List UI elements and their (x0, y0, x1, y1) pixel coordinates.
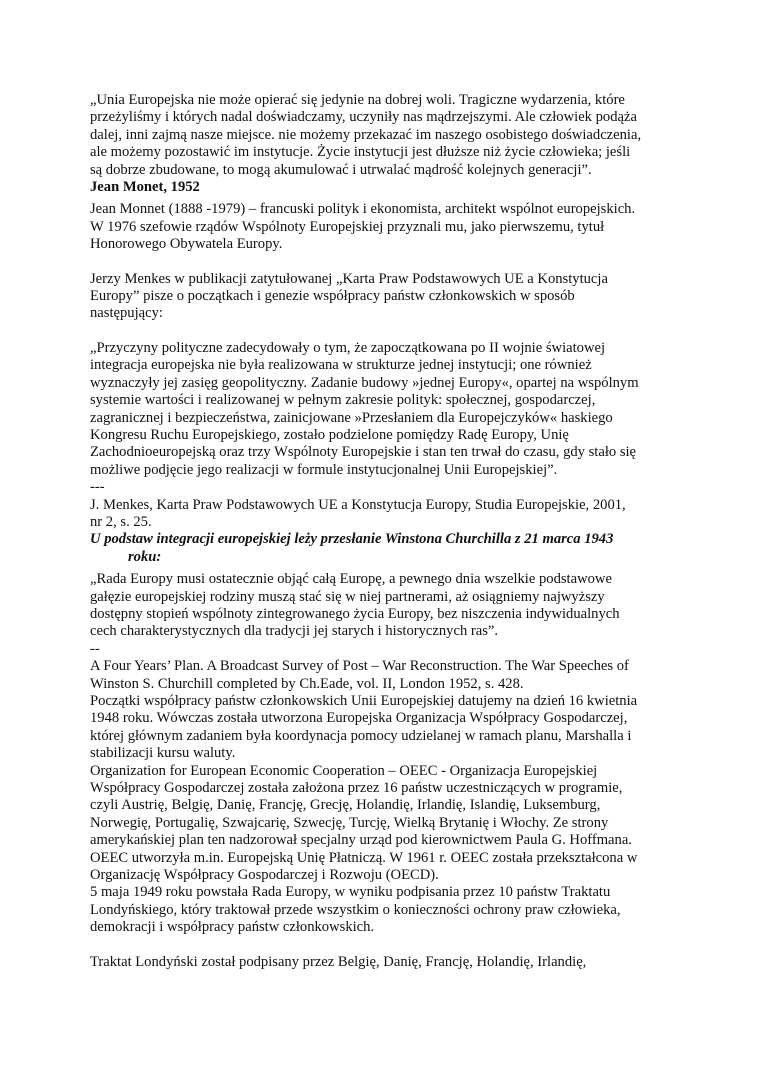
separator-2: -- (90, 640, 100, 657)
menkes-introduction: Jerzy Menkes w publikacji zatytułowanej „Karta Praw Podstawowych UE a Konstytucja Europy” pisze o początkach i genezie współpracy państw członkowskich w sposób następujący: (90, 270, 608, 322)
london-treaty-paragraph: Traktat Londyński został podpisany przez Belgię, Danię, Francję, Holandię, Irlandię, (90, 953, 587, 970)
monnet-quote: „Unia Europejska nie może opierać się jedynie na dobrej woli. Tragiczne wydarzenia, które przeżyliśmy i których nadal doświadczamy, uczyniły nas mądrzejszymi. Ale człowiek podąża dalej, inni zajmą nasze miejsce. nie możemy przekazać im naszego osobistego doświadczenia, ale możemy pozostawić im instytucje. Życie instytucji jest dłuższe niż życie człowieka; jeśli są dobrze zbudowane, to mogą akumulować i utrwalać mądrość kolejnych generacji”. (90, 92, 642, 178)
document-page (90, 92, 670, 971)
menkes-reference: J. Menkes, Karta Praw Podstawowych UE a Konstytucja Europy, Studia Europejskie, 2001, nr 2, s. 25. (90, 496, 626, 530)
churchill-heading: U podstaw integracji europejskiej leży przesłanie Winstona Churchilla z 21 marca 1943 roku: (90, 531, 614, 565)
oeec-detail-paragraph: Organization for European Economic Cooperation – OEEC - Organizacja Europejskiej Współpracy Gospodarczej została założona przez 16 państw uczestniczących w programie, czyli Austrię, Belgię, Danię, Francję, Grecję, Holandię, Irlandię, Islandię, Luksemburg, Norwegię, Portugalię, Szwajcarię, Szwecję, Turcję, Wielką Brytanię i Włochy. Ze strony amerykańskiej plan ten nadzorował specjalny urząd pod kierownictwem Paula G. Hoffmana. OEEC utworzyła m.in. Europejską Unię Płatniczą. W 1961 r. OEEC została przekształcona w Organizację Współpracy Gospodarczej i Rozwoju (OECD). (90, 762, 638, 884)
monnet-quote-author: Jean Monet, 1952 (90, 179, 200, 196)
menkes-quote: „Przyczyny polityczne zadecydowały o tym, że zapoczątkowana po II wojnie światowej integracja europejska nie była realizowana w strukturze jednej instytucji; one również wyznaczyły jej zasięg geopolityczny. Zadanie budowy »jednej Europy«, opartej na wspólnym systemie wartości i realizowanej w pełnym zakresie polityk: społecznej, gospodarczej, zagranicznej i bezpieczeństwa, zainicjowane »Przesłaniem dla Europejczyków« haskiego Kongresu Ruchu Europejskiego, zostało podzielone pomiędzy Radę Europy, Unię Zachodnioeuropejską oraz trzy Wspólnoty Europejskie i stan ten trwał do czasu, gdy stało się możliwe podjęcie jego realizacji w formule instytucjonalnej Unii Europejskiej”. (90, 339, 639, 478)
oeec-beginnings-paragraph: Początki współpracy państw członkowskich Unii Europejskiej datujemy na dzień 16 kwietnia 1948 roku. Wówczas została utworzona Europejska Organizacja Współpracy Gospodarczej, której głównym zadaniem była koordynacja pomocy udzielanej w ramach planu, Marshalla i stabilizacji kursu waluty. (90, 693, 638, 762)
council-of-europe-paragraph: 5 maja 1949 roku powstała Rada Europy, w wyniku podpisania przez 10 państw Traktatu Londyńskiego, który traktował przede wszystkim o konieczności ochrony praw człowieka, demokracji i współpracy państw członkowskich. (90, 884, 621, 936)
monnet-biography: Jean Monnet (1888 -1979) – francuski polityk i ekonomista, architekt wspólnot europejskich. W 1976 szefowie rządów Wspólnoty Europejskiej przyznali mu, jako pierwszemu, tytuł Honorowego Obywatela Europy. (90, 201, 636, 253)
churchill-reference: A Four Years’ Plan. A Broadcast Survey of Post – War Reconstruction. The War Speeches of Winston S. Churchill completed by Ch.Eade, vol. II, London 1952, s. 428. (90, 658, 629, 692)
churchill-quote: „Rada Europy musi ostatecznie objąć całą Europę, a pewnego dnia wszelkie podstawowe gałęzie europejskiej rodziny muszą stać się w niej partnerami, aż osiągniemy najwyższy dostępny stopień wspólnoty zintegrowanego życia Europy, bez niszczenia indywidualnych cech charakterystycznych dla tradycji jej starych i historycznych ras”. (90, 571, 620, 640)
separator-1: --- (90, 479, 105, 496)
